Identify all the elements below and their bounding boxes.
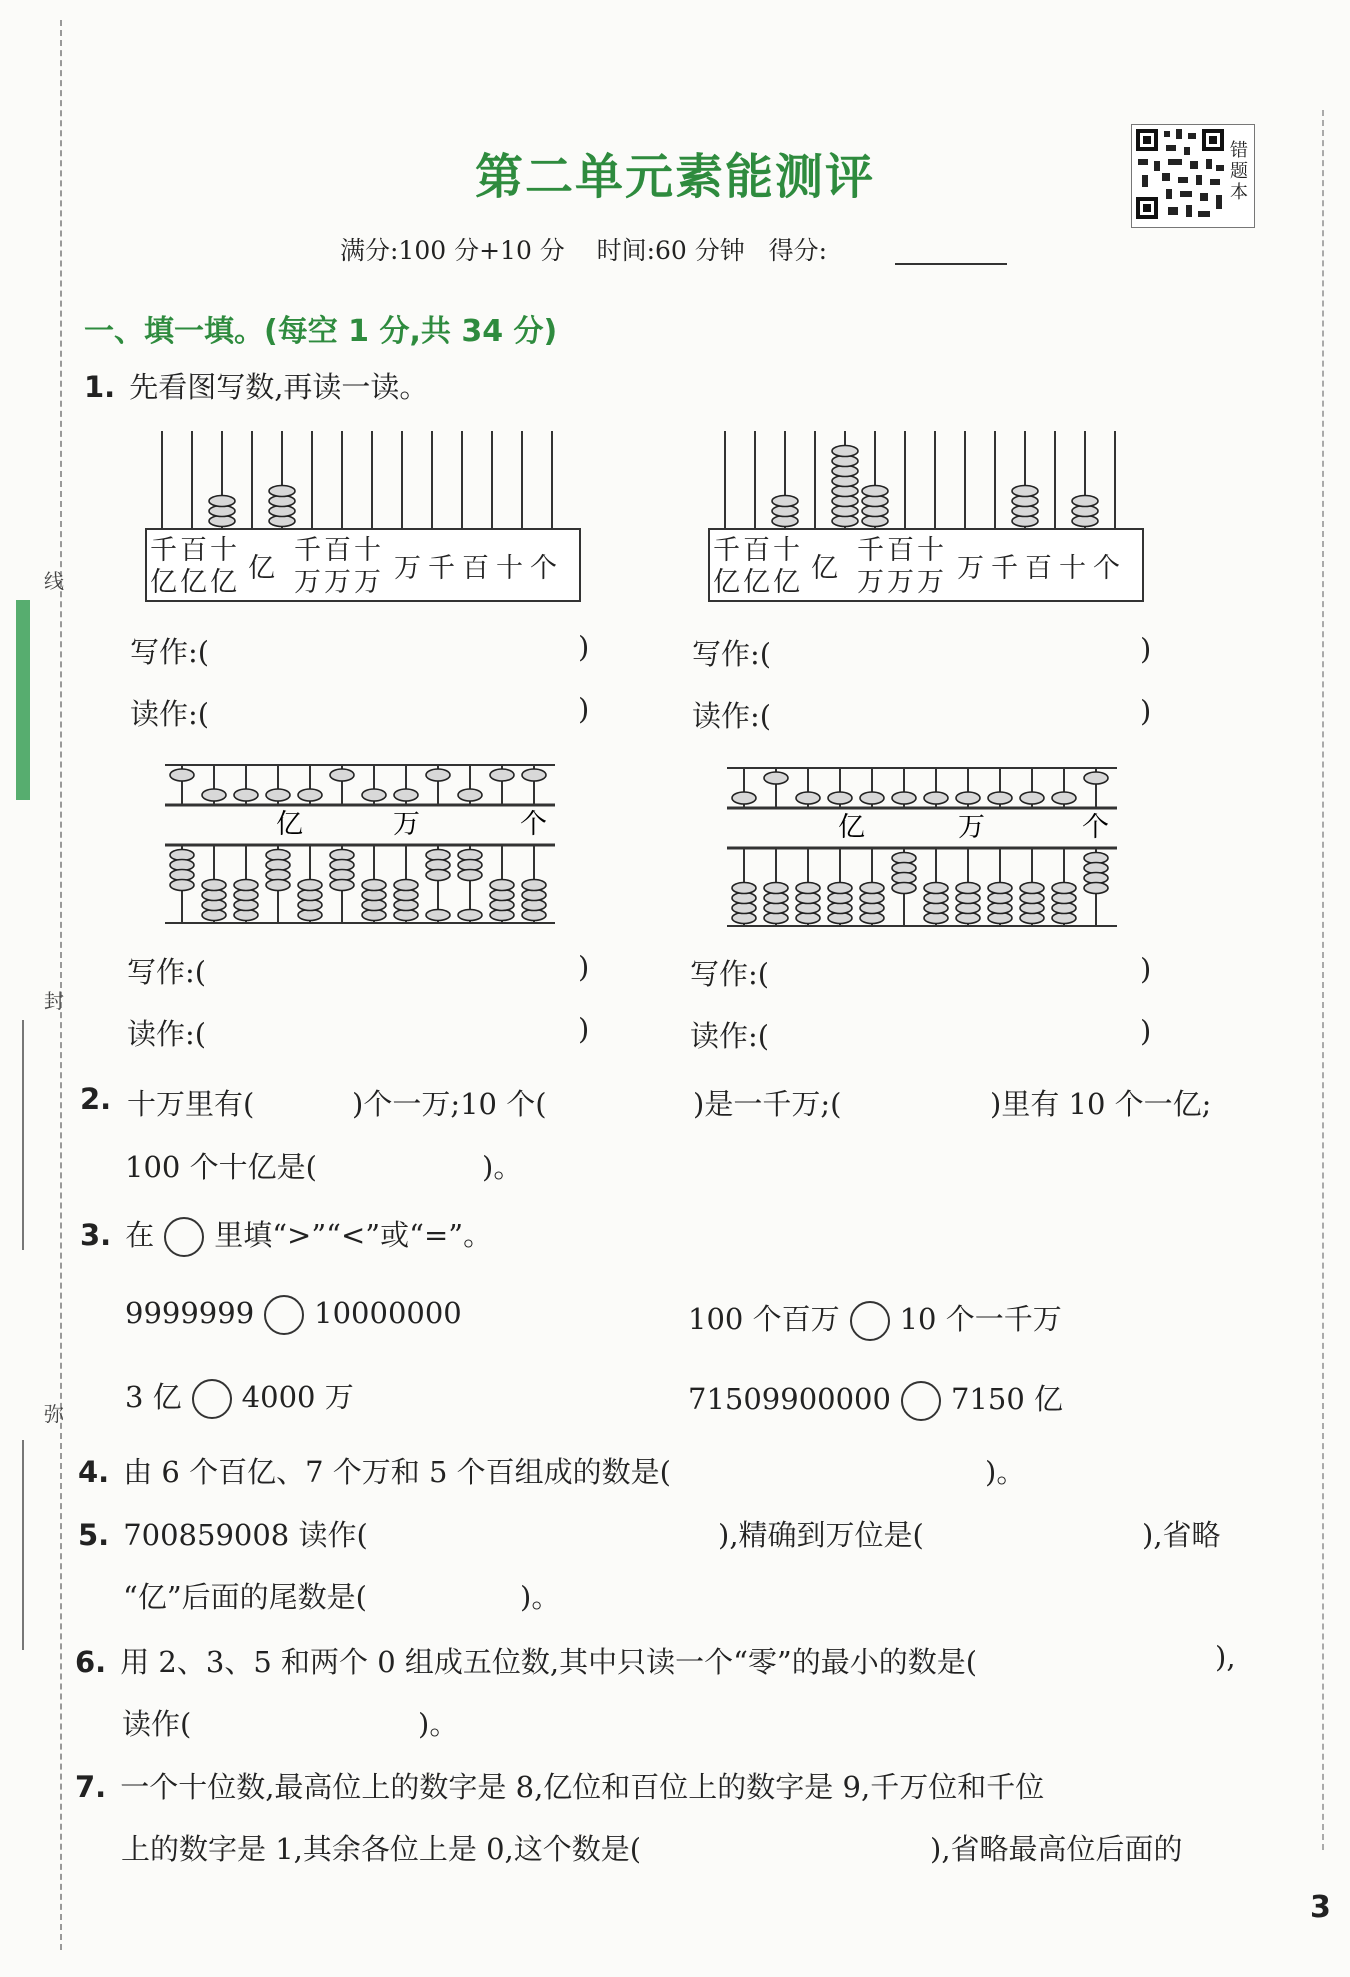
q3-text-b: 里填“>”“<”或“=”。 — [214, 1218, 493, 1252]
abacus-bead — [394, 880, 418, 891]
q2-part-d[interactable]: )里有 10 个一亿; — [990, 1087, 1212, 1121]
counter-bead — [209, 496, 235, 507]
score-label: 得分: — [768, 236, 828, 265]
abacus-a-label-ge: 个 — [520, 809, 547, 840]
compare-circle[interactable] — [850, 1301, 890, 1341]
margin-solid-line — [22, 1020, 24, 1250]
compare-circle[interactable] — [264, 1295, 304, 1335]
counter-label: 千 — [991, 553, 1018, 584]
q5-part-b[interactable]: ),精确到万位是( — [718, 1518, 924, 1552]
abacus-bead — [458, 789, 482, 801]
q6-number: 6. — [75, 1645, 107, 1679]
counter-bead — [862, 486, 888, 497]
q4-number: 4. — [78, 1455, 110, 1489]
q5-part-e[interactable]: )。 — [520, 1580, 561, 1614]
q6-part-a: 用 2、3、5 和两个 0 组成五位数,其中只读一个“零”的最小的数是( — [120, 1645, 978, 1679]
abacus-b-label-wan: 万 — [958, 812, 985, 843]
compare-item-3 — [125, 1375, 354, 1419]
q1-number: 1. — [84, 370, 116, 404]
abacus-bead — [362, 789, 386, 801]
abacus-bead — [426, 870, 450, 881]
read-close-a[interactable]: ) — [578, 692, 590, 726]
counter-label: 亿 — [248, 553, 275, 584]
compare-circle-icon — [164, 1217, 204, 1257]
abacus-bead — [988, 883, 1012, 894]
question-7 — [75, 1765, 1044, 1806]
abacus-bead — [860, 792, 884, 804]
write-close-a[interactable]: ) — [578, 630, 590, 664]
compare-left: 71509900000 — [688, 1382, 891, 1416]
q5-part-c[interactable]: ),省略 — [1142, 1518, 1221, 1552]
right-dashed-line — [1322, 110, 1324, 1850]
q6-part-c: 读作( — [122, 1707, 192, 1741]
abacus-a-label-wan: 万 — [393, 809, 420, 840]
abacus-bead — [828, 883, 852, 894]
abacus-bead — [266, 789, 290, 801]
counter-label: 千 — [294, 535, 321, 566]
q2-part-a: 十万里有( — [127, 1087, 255, 1121]
page-title: 第二单元素能测评 — [474, 149, 875, 205]
counter-label: 亿 — [743, 567, 770, 598]
abacus-bead — [330, 880, 354, 891]
compare-left: 3 亿 — [125, 1380, 182, 1414]
question-1 — [84, 365, 428, 406]
abacus-bead — [988, 792, 1012, 804]
abacus-a — [160, 755, 560, 930]
abacus-bead — [426, 910, 450, 921]
abacus-bead — [732, 792, 756, 804]
write-close-d[interactable]: ) — [1140, 952, 1152, 986]
abacus-bead — [796, 883, 820, 894]
q2-part-f[interactable]: )。 — [482, 1150, 523, 1184]
counter-bead — [1012, 486, 1038, 497]
abacus-bead — [522, 880, 546, 891]
q7-line2-a: 上的数字是 1,其余各位上是 0,这个数是( — [121, 1832, 642, 1866]
counter-label: 亿 — [180, 567, 207, 598]
read-label-a: 读作:( — [130, 697, 210, 731]
counter-label: 十 — [917, 535, 944, 566]
q7-number: 7. — [75, 1770, 107, 1804]
compare-left: 9999999 — [125, 1296, 255, 1330]
abacus-bead — [330, 769, 354, 781]
compare-item-4 — [688, 1377, 1063, 1421]
abacus-bead — [892, 792, 916, 804]
abacus-bead — [1020, 792, 1044, 804]
q4-text: 由 6 个百亿、7 个万和 5 个百组成的数是( — [123, 1455, 671, 1489]
counter-label: 千 — [150, 535, 177, 566]
write-close-b[interactable]: ) — [1140, 632, 1152, 666]
read-close-c[interactable]: ) — [578, 1012, 590, 1046]
q3-number: 3. — [80, 1218, 112, 1252]
counter-label: 十 — [496, 553, 523, 584]
compare-circle[interactable] — [192, 1379, 232, 1419]
counter-bead — [832, 446, 858, 457]
abacus-bead — [764, 772, 788, 784]
counter-label: 百 — [1025, 553, 1052, 584]
counter-label: 百 — [180, 535, 207, 566]
compare-right: 10000000 — [314, 1296, 462, 1330]
counter-label: 千 — [713, 535, 740, 566]
counter-label: 亿 — [773, 567, 800, 598]
counter-label: 百 — [324, 535, 351, 566]
read-label-d: 读作:( — [690, 1019, 770, 1053]
compare-right: 10 个一千万 — [899, 1302, 1062, 1336]
counter-bead — [269, 486, 295, 497]
counting-frame-a — [140, 425, 590, 605]
counter-label: 万 — [857, 567, 884, 598]
abacus-bead — [298, 880, 322, 891]
abacus-bead — [458, 870, 482, 881]
q4-close[interactable]: )。 — [985, 1455, 1026, 1489]
abacus-bead — [924, 883, 948, 894]
counter-bead — [772, 496, 798, 507]
q2-part-c[interactable]: )是一千万;( — [693, 1087, 842, 1121]
counter-label: 万 — [887, 567, 914, 598]
read-close-b[interactable]: ) — [1140, 694, 1152, 728]
counter-label: 千 — [428, 553, 455, 584]
counter-label: 万 — [917, 567, 944, 598]
abacus-bead — [1020, 883, 1044, 894]
abacus-bead — [1052, 792, 1076, 804]
abacus-a-label-yi: 亿 — [276, 809, 303, 840]
q5-part-d: “亿”后面的尾数是( — [123, 1580, 367, 1614]
margin-char-mi: 弥 — [44, 1402, 64, 1426]
counter-label: 亿 — [150, 567, 177, 598]
abacus-bead — [860, 883, 884, 894]
abacus-bead — [362, 880, 386, 891]
read-label-c: 读作:( — [127, 1017, 207, 1051]
compare-left: 100 个百万 — [688, 1302, 840, 1336]
q2-part-e: 100 个十亿是( — [125, 1150, 317, 1184]
question-3 — [80, 1213, 492, 1257]
abacus-bead — [298, 789, 322, 801]
abacus-bead — [1084, 772, 1108, 784]
abacus-b-label-yi: 亿 — [838, 812, 865, 843]
q1-text: 先看图写数,再读一读。 — [129, 370, 429, 404]
counter-label: 亿 — [811, 553, 838, 584]
abacus-bead — [1084, 883, 1108, 894]
counter-label: 百 — [462, 553, 489, 584]
abacus-bead — [394, 789, 418, 801]
counting-frame-b — [703, 425, 1153, 605]
counter-label: 亿 — [210, 567, 237, 598]
compare-item-2 — [688, 1297, 1062, 1341]
qr-code-icon — [1132, 125, 1228, 225]
counter-label: 千 — [857, 535, 884, 566]
counter-label: 十 — [773, 535, 800, 566]
margin-char-feng: 封 — [44, 989, 64, 1013]
question-5 — [78, 1513, 368, 1554]
q3-text-a: 在 — [125, 1218, 155, 1252]
counter-label: 万 — [394, 553, 421, 584]
abacus-bead — [234, 789, 258, 801]
compare-right: 4000 万 — [241, 1380, 354, 1414]
q6-part-b[interactable]: ), — [1215, 1640, 1236, 1674]
counter-bead — [1072, 496, 1098, 507]
q7-line1: 一个十位数,最高位上的数字是 8,亿位和百位上的数字是 9,千万位和千位 — [120, 1770, 1045, 1804]
score-blank[interactable] — [895, 263, 1007, 265]
abacus-bead — [490, 880, 514, 891]
abacus-bead — [764, 883, 788, 894]
counter-label: 万 — [294, 567, 321, 598]
abacus-bead — [266, 880, 290, 891]
abacus-bead — [924, 792, 948, 804]
q7-line2-b[interactable]: ),省略最高位后面的 — [930, 1832, 1183, 1866]
write-label-d: 写作:( — [690, 957, 770, 991]
abacus-b — [722, 758, 1122, 933]
abacus-bead — [892, 883, 916, 894]
compare-circle[interactable] — [901, 1381, 941, 1421]
abacus-bead — [1052, 883, 1076, 894]
abacus-bead — [202, 789, 226, 801]
abacus-bead — [170, 880, 194, 891]
abacus-b-label-ge: 个 — [1082, 812, 1109, 843]
qr-label: 错题本 — [1230, 140, 1248, 203]
question-4 — [78, 1450, 671, 1491]
abacus-bead — [732, 883, 756, 894]
full-score: 满分:100 分+10 分 — [340, 236, 565, 265]
q6-part-d[interactable]: )。 — [418, 1707, 459, 1741]
counter-label: 个 — [1093, 553, 1120, 584]
section-heading: 一、填一填。(每空 1 分,共 34 分) — [84, 314, 558, 349]
abacus-bead — [234, 880, 258, 891]
exam-meta — [340, 231, 827, 267]
counter-label: 万 — [354, 567, 381, 598]
abacus-bead — [202, 880, 226, 891]
abacus-bead — [828, 792, 852, 804]
abacus-bead — [522, 769, 546, 781]
compare-right: 7150 亿 — [950, 1382, 1063, 1416]
question-2 — [80, 1082, 125, 1116]
counter-label: 十 — [354, 535, 381, 566]
counter-label: 百 — [887, 535, 914, 566]
margin-char-xian: 线 — [44, 569, 64, 593]
q5-number: 5. — [78, 1518, 110, 1552]
write-close-c[interactable]: ) — [578, 950, 590, 984]
compare-item-1 — [125, 1295, 462, 1335]
abacus-bead — [170, 769, 194, 781]
counter-label: 个 — [530, 553, 557, 584]
counter-label: 万 — [324, 567, 351, 598]
write-label-c: 写作:( — [127, 955, 207, 989]
green-edge-tab — [16, 600, 30, 800]
abacus-bead — [796, 792, 820, 804]
abacus-bead — [490, 769, 514, 781]
abacus-bead — [956, 792, 980, 804]
counter-label: 万 — [957, 553, 984, 584]
counter-label: 十 — [210, 535, 237, 566]
counter-label: 亿 — [713, 567, 740, 598]
read-close-d[interactable]: ) — [1140, 1014, 1152, 1048]
question-6 — [75, 1640, 977, 1681]
q5-part-a: 700859008 读作( — [123, 1518, 368, 1552]
abacus-bead — [426, 769, 450, 781]
read-label-b: 读作:( — [692, 699, 772, 733]
time-limit: 时间:60 分钟 — [596, 236, 745, 265]
counter-label: 十 — [1059, 553, 1086, 584]
page-number: 3 — [1310, 1890, 1331, 1925]
q2-part-b[interactable]: )个一万;10 个( — [352, 1087, 547, 1121]
abacus-bead — [956, 883, 980, 894]
abacus-bead — [458, 910, 482, 921]
write-label-b: 写作:( — [692, 637, 772, 671]
margin-solid-line — [22, 1440, 24, 1650]
q2-number: 2. — [80, 1082, 112, 1116]
counter-label: 百 — [743, 535, 770, 566]
write-label-a: 写作:( — [130, 635, 210, 669]
